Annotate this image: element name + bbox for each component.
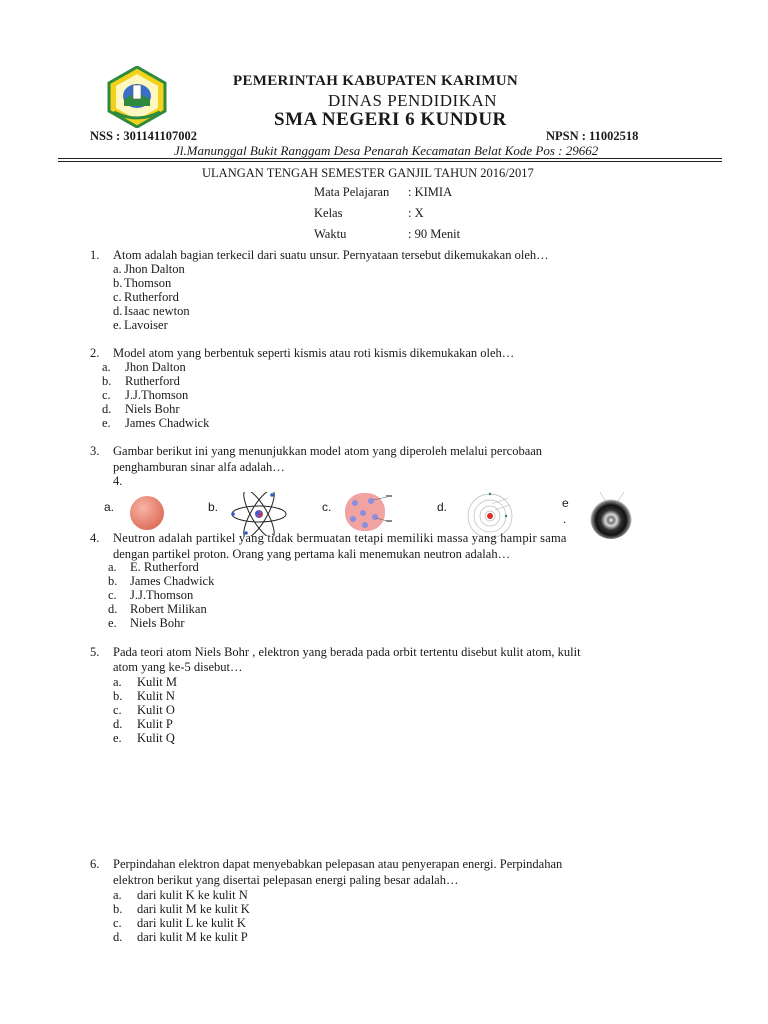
option-label: b. (113, 276, 123, 290)
option-text: Kulit P (137, 717, 173, 731)
option-text: Isaac newton (124, 304, 190, 318)
option-label: a. (113, 675, 122, 689)
q3-option-d-label: d. (437, 500, 448, 514)
option-text: Kulit O (137, 703, 175, 717)
option-label: a. (108, 560, 117, 574)
option-text: Rutherford (125, 374, 180, 388)
dalton-model-image (128, 494, 166, 532)
option-text: Kulit Q (137, 731, 175, 745)
school-address: Jl.Manunggal Bukit Ranggam Desa Penarah Kecamatan Belat Kode Pos : 29662 (174, 143, 599, 158)
option-label: e. (113, 318, 122, 332)
option-label: c. (108, 588, 117, 602)
option-label: b. (113, 902, 123, 916)
q1-text: Atom adalah bagian terkecil dari suatu unsur. Pernyataan tersebut dikemukakan oleh… (113, 248, 549, 262)
option-text: J.J.Thomson (125, 388, 189, 402)
option-text: Jhon Dalton (124, 262, 185, 276)
thomson-model-image (343, 491, 393, 533)
option-label: b. (102, 374, 112, 388)
option-label: e. (113, 731, 122, 745)
q3-option-b-label: b. (208, 500, 219, 514)
option-text: Thomson (124, 276, 172, 290)
option-text: dari kulit M ke kulit P (137, 930, 248, 944)
q3-option-e-label: e (562, 496, 569, 510)
q3-option-c-label: c. (322, 500, 332, 514)
q3-option-e-dot: . (563, 512, 567, 526)
time-label: Waktu (314, 227, 347, 241)
header-rule-thin (58, 161, 722, 162)
option-text: E. Rutherford (130, 560, 199, 574)
option-text: Kulit M (137, 675, 177, 689)
q3-text-line1: Gambar berikut ini yang menunjukkan model atom yang diperoleh melalui percobaan (113, 444, 543, 458)
option-label: b. (108, 574, 118, 588)
q5-text-line1: Pada teori atom Niels Bohr , elektron yang berada pada orbit tertentu disebut kulit atom, kulit (113, 645, 581, 659)
option-label: c. (113, 703, 122, 717)
electron-cloud-model-image (586, 490, 636, 540)
option-text: dari kulit M ke kulit K (137, 902, 250, 916)
department-name: DINAS PENDIDIKAN (328, 91, 498, 110)
option-label: d. (113, 930, 123, 944)
option-text: Niels Bohr (130, 616, 185, 630)
q4-text-line1: Neutron adalah partikel yang tidak bermuatan tetapi memiliki massa yang hampir sama (113, 531, 567, 545)
subject-label: Mata Pelajaran (314, 185, 390, 199)
option-label: a. (102, 360, 111, 374)
option-label: a. (113, 262, 122, 276)
option-text: James Chadwick (130, 574, 215, 588)
class-label: Kelas (314, 206, 343, 220)
header-rule (58, 158, 722, 159)
q3-stray-number: 4. (113, 474, 123, 488)
option-text: dari kulit L ke kulit K (137, 916, 246, 930)
option-label: a. (113, 888, 122, 902)
q2-text: Model atom yang berbentuk seperti kismis atau roti kismis dikemukakan oleh… (113, 346, 515, 360)
option-label: e. (102, 416, 111, 430)
government-name: PEMERINTAH KABUPATEN KARIMUN (233, 73, 519, 89)
option-text: Rutherford (124, 290, 179, 304)
option-label: c. (113, 290, 122, 304)
option-text: Kulit N (137, 689, 175, 703)
option-text: James Chadwick (125, 416, 210, 430)
option-text: dari kulit K ke kulit N (137, 888, 248, 902)
option-text: J.J.Thomson (130, 588, 194, 602)
rutherford-model-image (230, 492, 288, 536)
npsn-number: NPSN : 11002518 (546, 129, 639, 143)
q1-number: 1. (90, 248, 100, 262)
q2-number: 2. (90, 346, 100, 360)
nss-number: NSS : 301141107002 (90, 129, 197, 143)
class-value: : X (408, 206, 424, 220)
exam-title: ULANGAN TENGAH SEMESTER GANJIL TAHUN 2016/2017 (202, 166, 534, 180)
option-label: c. (102, 388, 111, 402)
option-label: e. (108, 616, 117, 630)
q6-number: 6. (90, 857, 100, 871)
q5-text-line2: atom yang ke-5 disebut… (113, 660, 243, 674)
time-value: : 90 Menit (408, 227, 461, 241)
option-label: d. (113, 717, 123, 731)
q3-text-line2: penghamburan sinar alfa adalah… (113, 460, 285, 474)
school-name: SMA NEGERI 6 KUNDUR (274, 109, 507, 130)
q6-text-line1: Perpindahan elektron dapat menyebabkan pelepasan atau penyerapan energi. Perpindahan (113, 857, 563, 871)
q4-text-line2: dengan partikel proton. Orang yang pertama kali menemukan neutron adalah… (113, 547, 511, 561)
option-label: d. (102, 402, 112, 416)
q3-option-a-label: a. (104, 500, 115, 514)
option-text: Jhon Dalton (125, 360, 186, 374)
q4-number: 4. (90, 531, 100, 545)
option-text: Lavoiser (124, 318, 168, 332)
subject-value: : KIMIA (408, 185, 453, 199)
q6-text-line2: elektron berikut yang disertai pelepasan energi paling besar adalah… (113, 873, 459, 887)
q5-number: 5. (90, 645, 100, 659)
option-text: Robert Milikan (130, 602, 207, 616)
option-label: b. (113, 689, 123, 703)
option-label: d. (113, 304, 123, 318)
school-logo (106, 66, 168, 128)
q3-number: 3. (90, 444, 100, 458)
option-label: d. (108, 602, 118, 616)
option-label: c. (113, 916, 122, 930)
option-text: Niels Bohr (125, 402, 180, 416)
